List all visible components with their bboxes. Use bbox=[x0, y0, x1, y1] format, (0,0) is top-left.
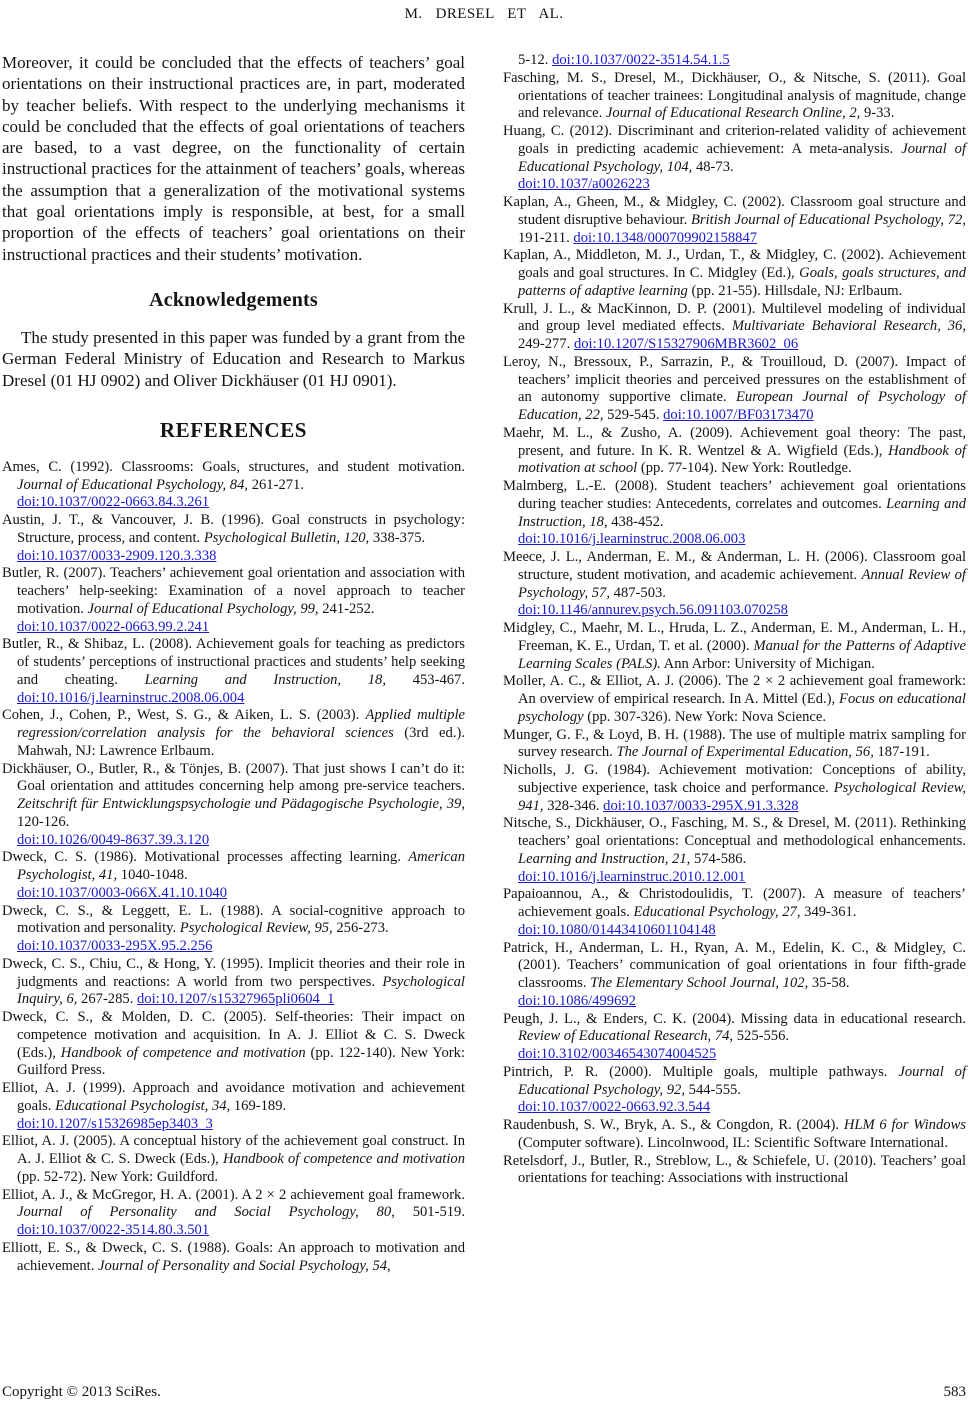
doi-link[interactable]: doi:10.1207/S15327906MBR3602_06 bbox=[573, 336, 799, 352]
doi-link[interactable]: doi:10.1007/BF03173470 bbox=[663, 407, 814, 423]
reference-text: Maehr, M. L., & Zusho, A. (2009). Achievement goal theory: The past, present, and future. In K. R. Wentzel & A. Wigfield (Eds.), bbox=[503, 424, 966, 459]
reference-entry bbox=[2, 512, 465, 565]
journal-title: Annual Review of Psychology, 57, bbox=[518, 566, 966, 601]
journal-title: Psychological Review, 95, bbox=[179, 920, 333, 937]
reference-text: 529-545. bbox=[603, 407, 664, 423]
journal-title: Manual for the Patterns of Adaptive Learning Scales (PALS). bbox=[518, 637, 966, 672]
reference-entry bbox=[503, 762, 966, 815]
reference-text: (Computer software). Lincolnwood, IL: Scientific Software International. bbox=[518, 1134, 948, 1151]
reference-text: 191-211. bbox=[518, 229, 574, 246]
reference-text: Austin, J. T., & Vancouver, J. B. (1996). Goal constructs in psychology: Structure, process, and content. bbox=[2, 512, 465, 546]
journal-title: British Journal of Educational Psychology, 72, bbox=[691, 211, 966, 228]
reference-entry bbox=[503, 1117, 966, 1153]
reference-entry bbox=[503, 1153, 966, 1189]
left-column bbox=[2, 52, 465, 1275]
reference-text: 5-12. bbox=[518, 52, 553, 68]
doi-link[interactable]: doi:10.1016/j.learninstruc.2010.12.001 bbox=[518, 868, 746, 885]
reference-text: Fasching, M. S., Dresel, M., Dickhäuser, O., & Nitsche, S. (2011). Goal orientations of teacher trainees: Longitudinal analysis of magnitude, change and relevance. bbox=[503, 69, 966, 122]
journal-title: Focus on educational psychology bbox=[518, 691, 966, 725]
reference-text: 438-452. bbox=[607, 513, 664, 530]
reference-text: Elliot, A. J., & McGregor, H. A. (2001). A 2 × 2 achievement goal framework. bbox=[2, 1186, 465, 1203]
reference-entry bbox=[503, 194, 966, 247]
doi-link[interactable]: doi:10.1348/000709902158847 bbox=[573, 229, 758, 246]
journal-title: Multivariate Behavioral Research, 36, bbox=[731, 318, 966, 335]
acknowledgements-text: The study presented in this paper was funded by a grant from the German Federal Ministry of Education and Research to Markus Dresel (01 HJ 0902) and Oliver Dickhäuser (01 HJ 0901). bbox=[2, 327, 465, 390]
reference-text: Dickhäuser, O., Butler, R., & Tönjes, B. (2007). That just shows I can’t do it: Goal orientation and attitudes concerning help among pre-service teachers. bbox=[2, 760, 465, 795]
journal-title: Journal of Educational Psychology, 104, bbox=[518, 140, 966, 175]
journal-title: Goals, goals structures, and patterns of adaptive learning bbox=[518, 265, 966, 299]
reference-text: 349-361. bbox=[800, 904, 857, 920]
reference-text: (pp. 307-326). New York: Nova Science. bbox=[583, 708, 827, 725]
reference-text: 574-586. bbox=[690, 850, 747, 867]
reference-text: 487-503. bbox=[610, 584, 666, 601]
journal-title: Educational Psychology, 27, bbox=[633, 904, 801, 920]
reference-text: 187-191. bbox=[873, 744, 930, 761]
doi-link[interactable]: doi:10.1037/0022-3514.54.1.5 bbox=[552, 52, 730, 68]
reference-text: Butler, R. (2007). Teachers’ achievement goal orientation and association with teachers’ help-seeking: Examination of a novel approach to teacher motivation. bbox=[2, 565, 465, 617]
reference-text: Huang, C. (2012). Discriminant and criterion-related validity of achievement goals in predicting academic achievement: A meta-analysis. bbox=[503, 123, 966, 157]
reference-entry bbox=[2, 956, 465, 1009]
reference-entry bbox=[503, 478, 966, 549]
reference-entry bbox=[2, 565, 465, 636]
journal-title: The Journal of Experimental Education, 56, bbox=[616, 744, 874, 761]
reference-text: Meece, J. L., Anderman, E. M., & Anderman, L. H. (2006). Classroom goal structure, student motivation, and academic achievement. bbox=[503, 549, 966, 583]
doi-link[interactable]: doi:10.3102/00346543074004525 bbox=[518, 1046, 717, 1062]
journal-title: Learning and Instruction, 21, bbox=[518, 850, 691, 867]
reference-text: Krull, J. L., & MacKinnon, D. P. (2001). Multilevel modeling of individual and group level mediated effects. bbox=[503, 300, 966, 335]
reference-text: Elliott, E. S., & Dweck, C. S. (1988). Goals: An approach to motivation and achievement. bbox=[2, 1239, 465, 1274]
reference-text: (pp. 21-55). Hillsdale, NJ: Erlbaum. bbox=[687, 282, 903, 299]
journal-title: European Journal of Psychology of Education, 22, bbox=[518, 389, 966, 423]
reference-text: (pp. 77-104). New York: Routledge. bbox=[637, 460, 852, 477]
reference-text: Leroy, N., Bressoux, P., Sarrazin, P., & Trouilloud, D. (2007). Impact of teachers’ implicit theories and perceived pressures on the establishment of an autonomy supportive climate. bbox=[503, 353, 966, 406]
reference-text: Moller, A. C., & Elliot, A. J. (2006). The 2 × 2 achievement goal framework: An overview of empirical research. In A. Mittel (Ed.), bbox=[503, 673, 966, 707]
reference-entry bbox=[2, 903, 465, 956]
reference-text: (3rd ed.). Mahwah, NJ: Lawrence Erlbaum. bbox=[17, 725, 465, 759]
doi-link[interactable]: doi:10.1037/0022-0663.99.2.241 bbox=[17, 618, 210, 635]
reference-text: Cohen, J., Cohen, P., West, S. G., & Aiken, L. S. (2003). bbox=[2, 707, 366, 724]
doi-link[interactable]: doi:10.1037/0022-0663.84.3.261 bbox=[17, 494, 210, 511]
reference-text: 35-58. bbox=[808, 975, 850, 991]
doi-link[interactable]: doi:10.1080/01443410601104148 bbox=[518, 921, 716, 938]
reference-entry bbox=[2, 707, 465, 760]
journal-title: The Elementary School Journal, 102, bbox=[590, 975, 809, 991]
journal-title: Journal of Educational Research Online, 2, bbox=[605, 105, 861, 122]
reference-entry bbox=[503, 1064, 966, 1117]
doi-link[interactable]: doi:10.1037/0033-2909.120.3.338 bbox=[17, 547, 217, 564]
reference-entry bbox=[503, 70, 966, 123]
reference-entry bbox=[2, 1240, 465, 1276]
reference-text: Nicholls, J. G. (1984). Achievement motivation: Conceptions of ability, subjective experience, task choice and performance. bbox=[503, 762, 966, 796]
page-number: 583 bbox=[943, 1384, 966, 1400]
doi-link[interactable]: doi:10.1026/0049-8637.39.3.120 bbox=[17, 831, 210, 848]
reference-entry bbox=[503, 815, 966, 886]
reference-text: 241-252. bbox=[318, 600, 375, 617]
reference-entry bbox=[503, 247, 966, 300]
reference-text: Munger, G. F., & Loyd, B. H. (1988). The use of multiple matrix sampling for survey research. bbox=[503, 726, 966, 761]
closing-paragraph: Moreover, it could be concluded that the effects of teachers’ goal orientations on their instructional practices are, in part, moderated by teacher beliefs. With respect to the underlying mechanisms it could be concluded that the effects of goal orientations of teachers are based, to a vast degree, on the functionality of certain instructional practices for the attainment of teachers’ goals, whereas the assumption that a generalization of the motivational systems that goal orientations imply is responsible, at best, for a small proportion of the effects of teachers’ goal orientations on their instructional practices and their students’ motivation. bbox=[2, 53, 465, 264]
doi-link[interactable]: doi:10.1037/a0026223 bbox=[518, 176, 650, 193]
reference-text: 501-519. bbox=[394, 1204, 465, 1221]
reference-text: Dweck, C. S., & Leggett, E. L. (1988). A social-cognitive approach to motivation and personality. bbox=[2, 902, 465, 937]
reference-text: Elliot, A. J. (2005). A conceptual history of the achievement goal construct. In A. J. Elliot & C. S. Dweck (Eds.), bbox=[2, 1133, 465, 1168]
reference-text: Nitsche, S., Dickhäuser, O., Fasching, M. S., & Dresel, M. (2011). Rethinking teachers’ goal orientations: Conceptual and methodological enhancements. bbox=[503, 815, 966, 849]
reference-entry bbox=[503, 940, 966, 1011]
reference-text: Kaplan, A., Gheen, M., & Midgley, C. (2002). Classroom goal structure and student disruptive behaviour. bbox=[503, 194, 966, 228]
reference-text: Malmberg, L.-E. (2008). Student teachers’ achievement goal orientations during teacher studies: Antecedents, correlates and outcomes. bbox=[503, 478, 966, 512]
reference-text: Butler, R., & Shibaz, L. (2008). Achievement goals for teaching as predictors of students’ perceptions of instructional practices and students’ help seeking and cheating. bbox=[2, 636, 465, 688]
page-footer bbox=[2, 1384, 966, 1401]
journal-title: Journal of Personality and Social Psychology, 80, bbox=[17, 1204, 395, 1221]
reference-text: Peugh, J. L., & Enders, C. K. (2004). Missing data in educational research. bbox=[503, 1010, 966, 1027]
references-list-left bbox=[2, 459, 465, 1276]
reference-text: 328-346. bbox=[543, 797, 604, 814]
reference-text: 48-73. bbox=[692, 158, 734, 175]
reference-entry bbox=[2, 1009, 465, 1080]
doi-link[interactable]: doi:10.1037/0022-3514.80.3.501 bbox=[17, 1222, 210, 1239]
doi-link[interactable]: doi:10.1037/0033-295X.91.3.328 bbox=[603, 797, 799, 814]
reference-entry bbox=[503, 727, 966, 763]
reference-text: 453-467. bbox=[386, 671, 465, 688]
reference-entry bbox=[503, 886, 966, 939]
reference-entry bbox=[2, 1133, 465, 1186]
reference-text: 544-555. bbox=[685, 1081, 741, 1098]
doi-link[interactable]: doi:10.1207/s15327965pli0604_1 bbox=[137, 991, 335, 1008]
doi-link[interactable]: doi:10.1086/499692 bbox=[518, 992, 636, 1009]
reference-text: Elliot, A. J. (1999). Approach and avoidance motivation and achievement goals. bbox=[2, 1080, 465, 1114]
doi-link[interactable]: doi:10.1016/j.learninstruc.2008.06.004 bbox=[17, 689, 245, 706]
reference-text: Dweck, C. S. (1986). Motivational processes affecting learning. bbox=[2, 849, 409, 866]
reference-text: (pp. 52-72). New York: Guildford. bbox=[17, 1168, 219, 1185]
reference-text: Patrick, H., Anderman, L. H., Ryan, A. M., Edelin, K. C., & Midgley, C. (2001). Teachers’ communication of goal orientations in four fifth-grade classrooms. bbox=[503, 939, 966, 991]
journal-title: Psychological Inquiry, 6, bbox=[17, 973, 465, 1008]
reference-entry bbox=[503, 301, 966, 354]
references-heading: REFERENCES bbox=[159, 417, 308, 442]
reference-text: Dweck, C. S., Chiu, C., & Hong, Y. (1995). Implicit theories and their role in judgments and reactions: A world from two perspectives. bbox=[2, 955, 465, 990]
reference-entry bbox=[503, 354, 966, 425]
reference-entry bbox=[2, 636, 465, 707]
journal-title: Journal of Educational Psychology, 84, bbox=[17, 476, 249, 493]
reference-text: Kaplan, A., Middleton, M. J., Urdan, T., & Midgley, C. (2002). Achievement goals and goal structures. In C. Midgley (Ed.), bbox=[503, 247, 966, 281]
journal-title: HLM 6 for Windows bbox=[843, 1117, 966, 1133]
reference-text: Raudenbush, S. W., Bryk, A. S., & Congdon, R. (2004). bbox=[503, 1117, 844, 1133]
reference-text: 1040-1048. bbox=[117, 867, 188, 884]
doi-link[interactable]: doi:10.1037/0033-295X.95.2.256 bbox=[17, 938, 213, 955]
doi-link[interactable]: doi:10.1037/0003-066X.41.10.1040 bbox=[17, 884, 227, 901]
reference-entry bbox=[2, 761, 465, 850]
reference-entry bbox=[503, 425, 966, 478]
reference-entry bbox=[503, 1011, 966, 1064]
reference-entry bbox=[2, 1080, 465, 1133]
reference-text: 256-273. bbox=[332, 920, 389, 937]
reference-text: 261-271. bbox=[248, 476, 304, 493]
journal-title: American Psychologist, 41, bbox=[17, 849, 465, 884]
journal-title: Zeitschrift für Entwicklungspsychologie und Pädagogische Psychologie, 39, bbox=[17, 796, 465, 813]
journal-title: Handbook of competence and motivation bbox=[223, 1151, 465, 1168]
journal-title: Psychological Bulletin, 120 bbox=[203, 529, 366, 546]
reference-text: 9-33. bbox=[860, 105, 895, 122]
reference-text: 525-556. bbox=[733, 1028, 790, 1045]
reference-text: Papaioannou, A., & Christodoulidis, T. (2007). A measure of teachers’ achievement goals. bbox=[503, 886, 966, 920]
reference-text: , 338-375. bbox=[365, 529, 426, 546]
journal-title: Review of Educational Research, 74, bbox=[518, 1028, 734, 1045]
reference-entry bbox=[503, 673, 966, 726]
reference-text: 120-126. bbox=[17, 813, 70, 830]
journal-title: Handbook of competence and motivation bbox=[60, 1044, 306, 1061]
acknowledgements-heading: Acknowledgements bbox=[149, 288, 318, 311]
journal-title: Journal of Educational Psychology, 92, bbox=[518, 1063, 967, 1098]
reference-text: (pp. 122-140). New York: Guilford Press. bbox=[17, 1044, 465, 1079]
journal-title: Handbook of motivation at school bbox=[518, 442, 966, 477]
reference-entry bbox=[2, 849, 465, 902]
reference-entry bbox=[503, 620, 966, 673]
doi-link[interactable]: doi:10.1016/j.learninstruc.2008.06.003 bbox=[518, 531, 746, 548]
reference-text: Retelsdorf, J., Butler, R., Streblow, L., & Schiefele, U. (2010). Teachers’ goal orientations for teaching: Associations with instructional bbox=[503, 1152, 966, 1187]
reference-text: 169-189. bbox=[230, 1097, 287, 1114]
reference-text: Pintrich, P. R. (2000). Multiple goals, multiple pathways. bbox=[503, 1063, 899, 1080]
reference-text: Ames, C. (1992). Classrooms: Goals, structures, and student motivation. bbox=[2, 458, 465, 475]
reference-entry bbox=[2, 1187, 465, 1240]
reference-text: 267-285. bbox=[77, 991, 137, 1008]
reference-text: Dweck, C. S., & Molden, D. C. (2005). Self-theories: Their impact on competence motivation and acquisition. In A. J. Elliot & C. S. Dweck (Eds.), bbox=[2, 1009, 465, 1061]
journal-title: Psychological Review, 941, bbox=[518, 779, 967, 814]
right-column bbox=[503, 52, 966, 1188]
two-column-layout bbox=[2, 52, 966, 1275]
doi-link[interactable]: doi:10.1146/annurev.psych.56.091103.070258 bbox=[518, 602, 788, 619]
references-list-right bbox=[503, 52, 966, 1188]
journal-title: Journal of Personality and Social Psychology, 54, bbox=[98, 1257, 391, 1274]
doi-link[interactable]: doi:10.1037/0022-0663.92.3.544 bbox=[518, 1099, 711, 1116]
journal-title: Journal of Educational Psychology, 99, bbox=[87, 600, 319, 617]
journal-title: Educational Psychologist, 34, bbox=[55, 1097, 231, 1114]
reference-entry bbox=[503, 123, 966, 194]
reference-entry bbox=[2, 459, 465, 512]
reference-entry bbox=[503, 549, 966, 620]
running-head: M. DRESEL ET AL. bbox=[404, 6, 564, 22]
journal-title: Learning and Instruction, 18, bbox=[518, 495, 966, 530]
reference-text: Midgley, C., Maehr, M. L., Hruda, L. Z., Anderman, E. M., Anderman, L. H., Freeman, K. E., Urdan, T. et al. (2000). bbox=[503, 620, 966, 654]
doi-link[interactable]: doi:10.1207/s15326985ep3403_3 bbox=[17, 1115, 213, 1132]
reference-text: Ann Arbor: University of Michigan. bbox=[660, 655, 875, 672]
journal-title: Applied multiple regression/correlation analysis for the behavioral sciences bbox=[17, 707, 465, 742]
reference-text: 249-277. bbox=[518, 336, 574, 352]
copyright-notice: Copyright © 2013 SciRes. bbox=[2, 1384, 161, 1400]
reference-entry bbox=[503, 52, 966, 70]
journal-title: Learning and Instruction, 18, bbox=[144, 671, 386, 688]
